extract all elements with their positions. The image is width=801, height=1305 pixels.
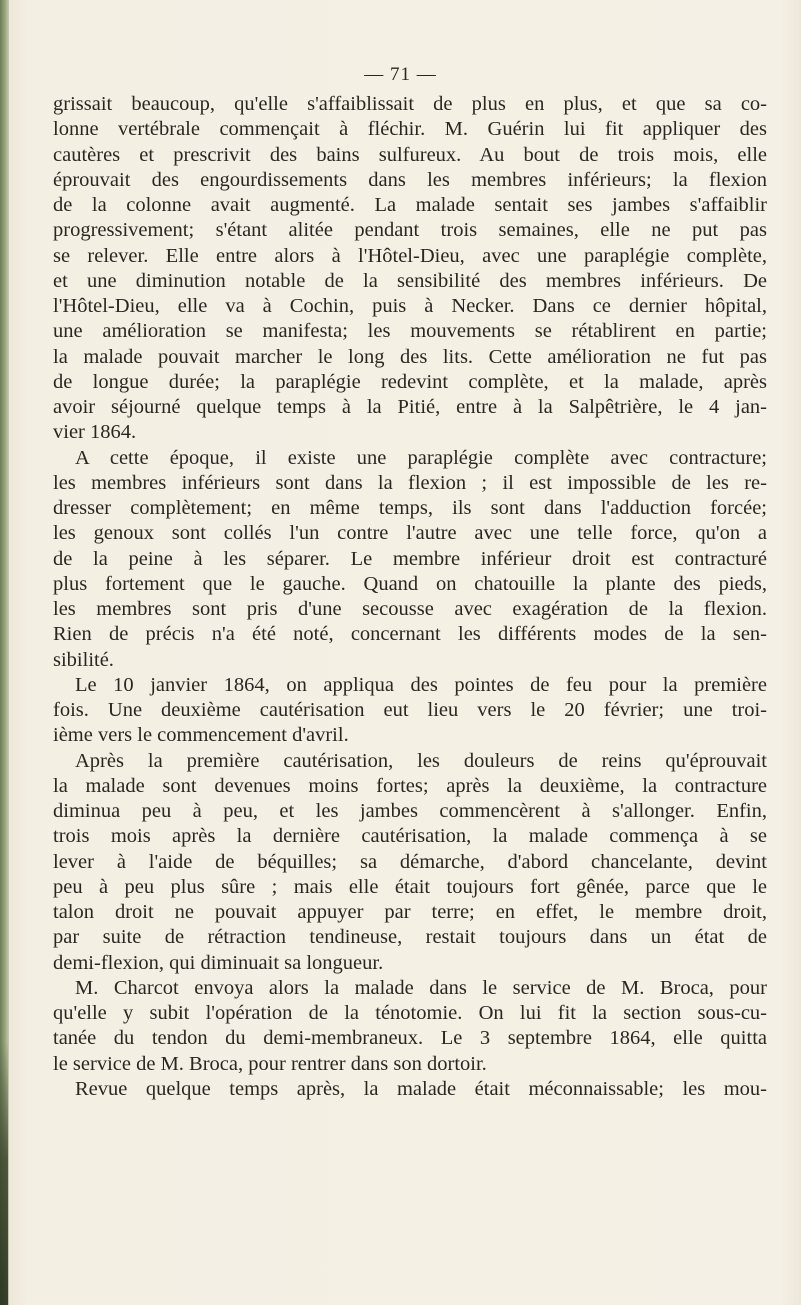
text-line: le service de M. Broca, pour rentrer dans son dortoir. — [53, 1052, 487, 1075]
text-line: Après la première cautérisation, les douleurs de reins qu'éprouvait — [75, 749, 767, 772]
text-line: dresser complètement; en même temps, ils sont dans l'adduction forcée; — [53, 497, 767, 519]
text-line: M. Charcot envoya alors la malade dans le service de M. Broca, pour — [75, 976, 767, 999]
text-line: sibilité. — [53, 648, 114, 671]
text-line: les genoux sont collés l'un contre l'autre avec une telle force, qu'on a — [53, 522, 767, 545]
text-line: Rien de précis n'a été noté, concernant les différents modes de la sen- — [53, 623, 767, 646]
text-line: par suite de rétraction tendineuse, restait toujours dans un état de — [53, 926, 767, 949]
text-line: les membres sont pris d'une secousse avec exagération de la flexion. — [53, 598, 767, 620]
text-line: lonne vertébrale commençait à fléchir. M. Guérin lui fit appliquer des — [53, 118, 767, 141]
text-line: vier 1864. — [53, 421, 137, 444]
text-line: diminua peu à peu, et les jambes commencèrent à s'allonger. Enfin, — [53, 800, 767, 822]
text-line: progressivement; s'étant alitée pendant trois semaines, elle ne put pas — [53, 219, 767, 242]
text-line: l'Hôtel-Dieu, elle va à Cochin, puis à Necker. Dans ce dernier hôpital, — [53, 295, 767, 317]
text-line: cautères et prescrivit des bains sulfureux. Au bout de trois mois, elle — [53, 143, 767, 166]
text-line: qu'elle y subit l'opération de la ténotomie. On lui fit la section sous-cu- — [53, 1002, 767, 1024]
text-line: Revue quelque temps après, la malade était méconnaissable; les mou- — [75, 1077, 767, 1100]
text-line: la malade pouvait marcher le long des lits. Cette amélioration ne fut pas — [53, 345, 767, 368]
text-line: de longue durée; la paraplégie redevint complète, et la malade, après — [53, 370, 767, 393]
text-line: de la peine à les séparer. Le membre inférieur droit est contracturé — [53, 547, 767, 570]
text-line: demi-flexion, qui diminuait sa longueur. — [53, 951, 384, 974]
text-line: talon droit ne pouvait appuyer par terre; en effet, le membre droit, — [53, 901, 767, 923]
text-line: se relever. Elle entre alors à l'Hôtel-Dieu, avec une paraplégie complète, — [53, 244, 767, 267]
page-number: — 71 — — [364, 64, 437, 85]
text-line: plus fortement que le gauche. Quand on chatouille la plante des pieds, — [53, 572, 767, 595]
text-line: A cette époque, il existe une paraplégie complète avec contracture; — [75, 446, 767, 469]
text-line: de la colonne avait augmenté. La malade sentait ses jambes s'affaiblir — [53, 194, 767, 216]
text-line: tanée du tendon du demi-membraneux. Le 3 septembre 1864, elle quitta — [53, 1027, 767, 1050]
text-line: fois. Une deuxième cautérisation eut lieu vers le 20 février; une troi- — [53, 699, 767, 721]
text-line: grissait beaucoup, qu'elle s'affaiblissait de plus en plus, et que sa co- — [53, 93, 767, 115]
text-line: et une diminution notable de la sensibilité des membres inférieurs. De — [53, 269, 767, 292]
text-line: trois mois après la dernière cautérisation, la malade commença à se — [53, 825, 767, 848]
body-text — [53, 92, 767, 1102]
text-line: une amélioration se manifesta; les mouvements se rétablirent en partie; — [53, 320, 767, 343]
text-line: les membres inférieurs sont dans la flexion ; il est impossible de les re- — [53, 471, 767, 494]
text-line: peu à peu plus sûre ; mais elle était toujours fort gênée, parce que le — [53, 875, 767, 898]
text-line: avoir séjourné quelque temps à la Pitié, entre à la Salpêtrière, le 4 jan- — [53, 396, 767, 418]
text-line: lever à l'aide de béquilles; sa démarche, d'abord chancelante, devint — [53, 850, 767, 873]
page-edge-shadow — [0, 1040, 8, 1305]
text-line: éprouvait des engourdissements dans les membres inférieurs; la flexion — [53, 168, 767, 191]
text-line: la malade sont devenues moins fortes; après la deuxième, la contracture — [53, 774, 767, 797]
text-line: Le 10 janvier 1864, on appliqua des pointes de feu pour la première — [75, 673, 767, 696]
text-line: ième vers le commencement d'avril. — [53, 724, 349, 747]
